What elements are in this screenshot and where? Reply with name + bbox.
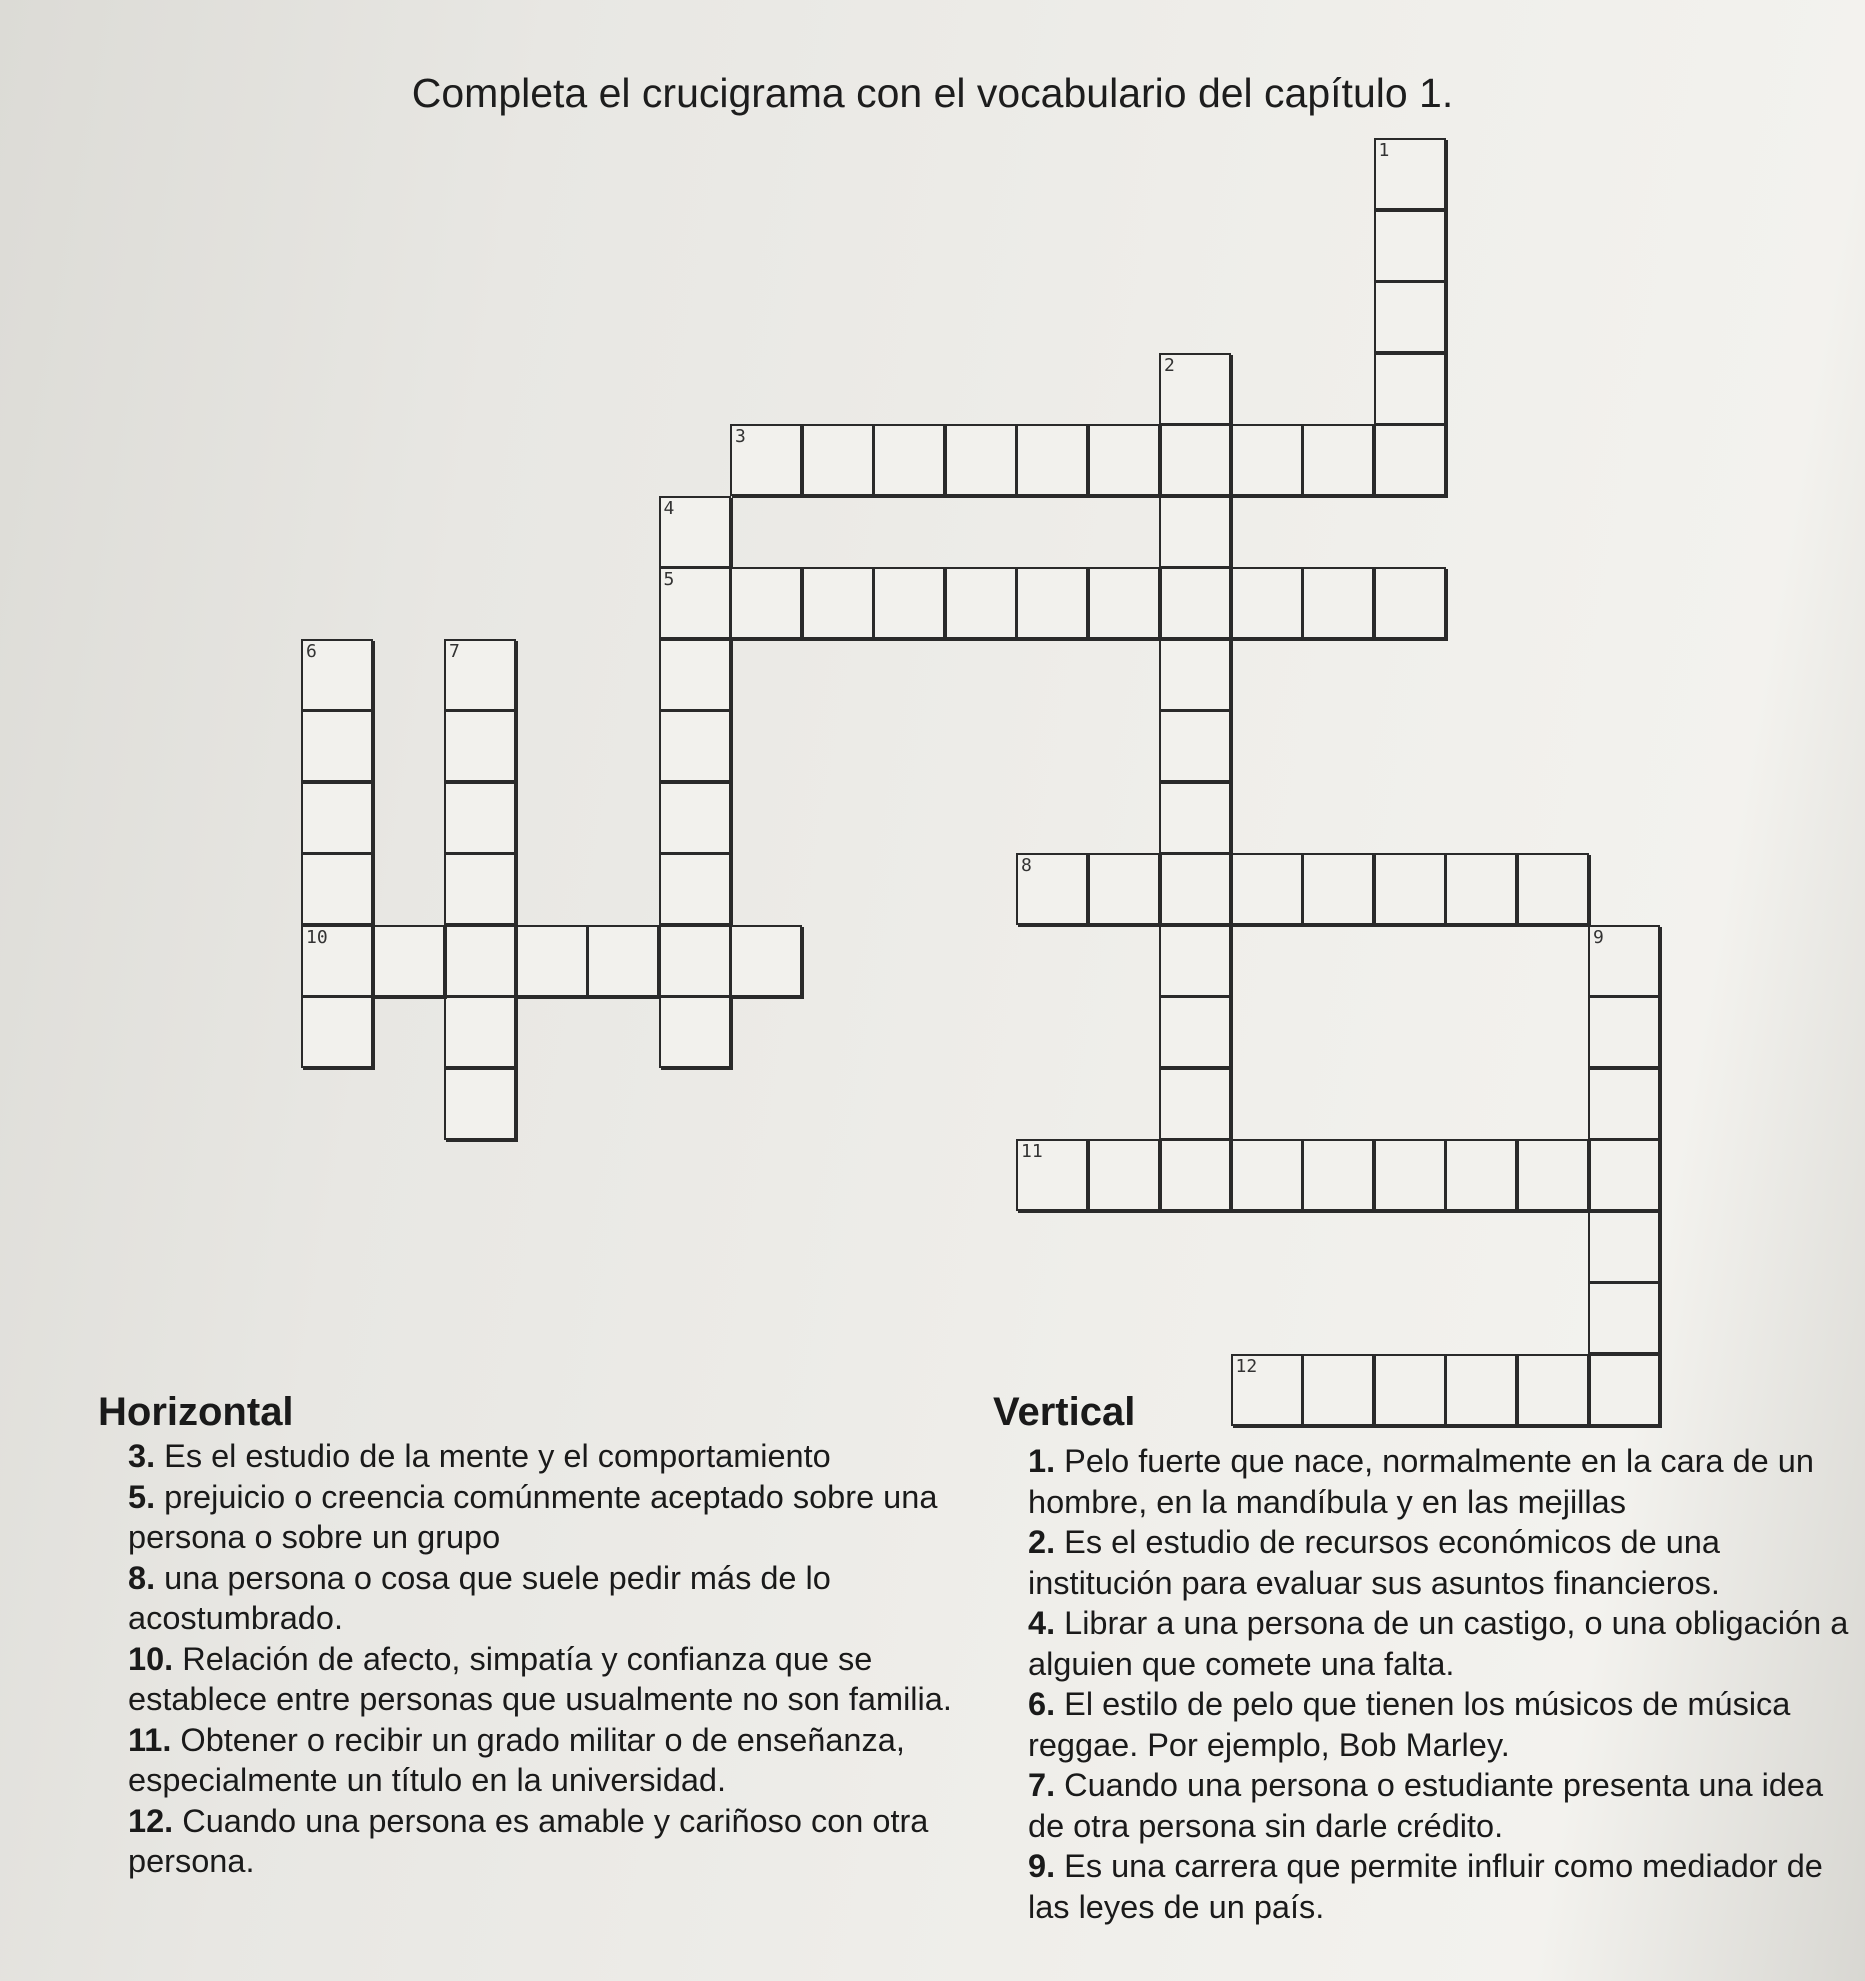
crossword-cell[interactable] <box>444 925 516 997</box>
crossword-cell[interactable] <box>1374 353 1446 425</box>
crossword-cell[interactable] <box>1374 567 1446 639</box>
horizontal-clue-11 <box>128 1720 988 1801</box>
crossword-cell[interactable] <box>1374 1139 1446 1211</box>
clue-number: 4. <box>1028 1605 1056 1641</box>
crossword-cell[interactable] <box>1374 210 1446 282</box>
vertical-clue-9 <box>1028 1846 1865 1927</box>
crossword-cell[interactable] <box>444 639 516 711</box>
crossword-cell[interactable] <box>1588 996 1660 1068</box>
horizontal-clue-12 <box>128 1801 988 1882</box>
crossword-cell[interactable] <box>1588 1139 1660 1211</box>
clue-text: Es el estudio de la mente y el comportamiento <box>164 1438 831 1474</box>
crossword-cell[interactable] <box>1445 1139 1517 1211</box>
crossword-cell[interactable] <box>1016 1139 1088 1211</box>
worksheet-title: Completa el crucigrama con el vocabulario del capítulo 1. <box>411 70 1454 116</box>
crossword-cell[interactable] <box>1231 1139 1303 1211</box>
crossword-cell[interactable] <box>1302 424 1374 496</box>
crossword-cell[interactable] <box>1517 1139 1589 1211</box>
crossword-cell[interactable] <box>1088 853 1160 925</box>
crossword-cell[interactable] <box>1159 639 1231 711</box>
crossword-cell[interactable] <box>1159 424 1231 496</box>
crossword-cell[interactable] <box>802 567 874 639</box>
crossword-cell[interactable] <box>1088 424 1160 496</box>
clue-text: Pelo fuerte que nace, normalmente en la cara de un hombre, en la mandíbula y en las mejillas <box>1028 1443 1814 1520</box>
crossword-cell[interactable] <box>1231 853 1303 925</box>
clue-number: 7. <box>1028 1767 1056 1803</box>
crossword-cell[interactable] <box>301 639 373 711</box>
horizontal-clue-10 <box>128 1639 988 1720</box>
horizontal-clue-8 <box>128 1558 988 1639</box>
vertical-clue-4 <box>1028 1603 1865 1684</box>
cell-number: 1 <box>1378 140 1390 161</box>
crossword-cell[interactable] <box>444 710 516 782</box>
crossword-cell[interactable] <box>301 782 373 854</box>
crossword-cell[interactable] <box>1016 853 1088 925</box>
crossword-cell[interactable] <box>1088 567 1160 639</box>
clue-text: Cuando una persona o estudiante presenta una idea de otra persona sin darle crédito. <box>1028 1767 1824 1844</box>
crossword-cell[interactable] <box>1588 925 1660 997</box>
clue-text: El estilo de pelo que tienen los músicos de música reggae. Por ejemplo, Bob Marley. <box>1028 1686 1791 1763</box>
crossword-cell[interactable] <box>1302 567 1374 639</box>
crossword-cell[interactable] <box>587 925 659 997</box>
horizontal-clue-5 <box>128 1477 988 1558</box>
crossword-cell[interactable] <box>1374 853 1446 925</box>
clue-number: 6. <box>1028 1686 1056 1722</box>
crossword-cell[interactable] <box>659 925 731 997</box>
crossword-cell[interactable] <box>659 567 731 639</box>
crossword-cell[interactable] <box>659 710 731 782</box>
crossword-cell[interactable] <box>516 925 588 997</box>
vertical-clue-6 <box>1028 1684 1865 1765</box>
horizontal-clue-3 <box>128 1436 988 1477</box>
vertical-clue-2 <box>1028 1522 1865 1603</box>
crossword-cell[interactable] <box>1231 567 1303 639</box>
horizontal-clue-list <box>128 1436 988 1882</box>
crossword-cell[interactable] <box>1588 1211 1660 1283</box>
crossword-cell[interactable] <box>1159 353 1231 425</box>
crossword-cell[interactable] <box>373 925 445 997</box>
vertical-clue-7 <box>1028 1765 1865 1846</box>
crossword-cell[interactable] <box>1159 996 1231 1068</box>
cell-number: 10 <box>306 926 328 948</box>
crossword-cell[interactable] <box>873 424 945 496</box>
clue-number: 3. <box>128 1438 156 1474</box>
clue-text: Relación de afecto, simpatía y confianza que se establece entre personas que usualmente no son familia. <box>128 1640 952 1717</box>
cell-number: 11 <box>1021 1141 1043 1162</box>
crossword-cell[interactable] <box>1374 281 1446 353</box>
crossword-cell[interactable] <box>1302 1139 1374 1211</box>
clue-number: 11. <box>128 1721 172 1758</box>
crossword-cell[interactable] <box>1231 1354 1303 1426</box>
crossword-cell[interactable] <box>444 853 516 925</box>
clue-text: Cuando una persona es amable y cariñoso con otra persona. <box>128 1802 929 1879</box>
cell-number: 2 <box>1164 354 1175 376</box>
crossword-cell[interactable] <box>1159 710 1231 782</box>
crossword-cell[interactable] <box>444 1068 516 1140</box>
crossword-cell[interactable] <box>659 639 731 711</box>
crossword-cell[interactable] <box>945 567 1017 639</box>
clue-number: 8. <box>128 1559 156 1596</box>
crossword-cell[interactable] <box>1159 925 1231 997</box>
crossword-cell[interactable] <box>730 925 802 997</box>
crossword-cell[interactable] <box>1159 782 1231 854</box>
clue-text: Obtener o recibir un grado militar o de enseñanza, especialmente un título en la universidad. <box>128 1721 905 1798</box>
vertical-clue-list <box>1028 1441 1865 1927</box>
crossword-cell[interactable] <box>1159 1139 1231 1211</box>
crossword-cell[interactable] <box>659 782 731 854</box>
crossword-cell[interactable] <box>1159 1068 1231 1140</box>
clue-number: 10. <box>128 1640 174 1677</box>
crossword-cell[interactable] <box>1231 424 1303 496</box>
crossword-cell[interactable] <box>1159 496 1231 568</box>
crossword-cell[interactable] <box>444 996 516 1068</box>
crossword-cell[interactable] <box>659 996 731 1068</box>
cell-number: 7 <box>449 640 460 662</box>
crossword-cell[interactable] <box>1374 424 1446 496</box>
crossword-cell[interactable] <box>1159 853 1231 925</box>
crossword-cell[interactable] <box>1445 1354 1517 1426</box>
cell-number: 9 <box>1593 926 1604 948</box>
clue-number: 2. <box>1028 1524 1056 1560</box>
crossword-cell[interactable] <box>1016 424 1088 496</box>
crossword-cell[interactable] <box>1445 853 1517 925</box>
clue-number: 9. <box>1028 1848 1056 1884</box>
crossword-cell[interactable] <box>1517 1354 1589 1426</box>
crossword-cell[interactable] <box>873 567 945 639</box>
cell-number: 12 <box>1235 1355 1258 1377</box>
crossword-cell[interactable] <box>1088 1139 1160 1211</box>
crossword-cell[interactable] <box>1302 853 1374 925</box>
clue-number: 1. <box>1028 1443 1056 1479</box>
clue-text: Librar a una persona de un castigo, o una obligación a alguien que comete una falta. <box>1028 1605 1849 1682</box>
crossword-cell[interactable] <box>945 424 1017 496</box>
crossword-cell[interactable] <box>301 853 373 925</box>
crossword-cell[interactable] <box>730 567 802 639</box>
crossword-cell[interactable] <box>659 496 731 568</box>
crossword-cell[interactable] <box>1374 138 1446 210</box>
crossword-cell[interactable] <box>1517 853 1589 925</box>
crossword-cell[interactable] <box>730 424 802 496</box>
crossword-cell[interactable] <box>1016 567 1088 639</box>
cell-number: 6 <box>306 640 317 662</box>
clue-number: 5. <box>128 1478 156 1515</box>
crossword-cell[interactable] <box>1159 567 1231 639</box>
crossword-cell[interactable] <box>301 925 373 997</box>
crossword-cell[interactable] <box>1588 1282 1660 1354</box>
crossword-cell[interactable] <box>1588 1068 1660 1140</box>
horizontal-heading: Horizontal <box>98 1390 294 1434</box>
crossword-cell[interactable] <box>659 853 731 925</box>
crossword-cell[interactable] <box>1302 1354 1374 1426</box>
crossword-cell[interactable] <box>444 782 516 854</box>
clue-text: Es una carrera que permite influir como mediador de las leyes de un país. <box>1028 1848 1823 1925</box>
cell-number: 5 <box>663 569 675 590</box>
vertical-heading: Vertical <box>993 1390 1136 1434</box>
cell-number: 4 <box>663 497 675 519</box>
clue-number: 12. <box>128 1802 174 1839</box>
cell-number: 3 <box>735 426 746 447</box>
cell-number: 8 <box>1021 855 1032 876</box>
crossword-cell[interactable] <box>802 424 874 496</box>
crossword-cell[interactable] <box>301 996 373 1068</box>
crossword-cell[interactable] <box>301 710 373 782</box>
crossword-cell[interactable] <box>1374 1354 1446 1426</box>
vertical-clue-1 <box>1028 1441 1865 1522</box>
clue-text: Es el estudio de recursos económicos de una institución para evaluar sus asuntos financieros. <box>1028 1524 1720 1601</box>
crossword-cell[interactable] <box>1588 1354 1660 1426</box>
clue-text: una persona o cosa que suele pedir más de lo acostumbrado. <box>128 1559 831 1636</box>
clue-text: prejuicio o creencia comúnmente aceptado sobre una persona o sobre un grupo <box>128 1478 938 1555</box>
